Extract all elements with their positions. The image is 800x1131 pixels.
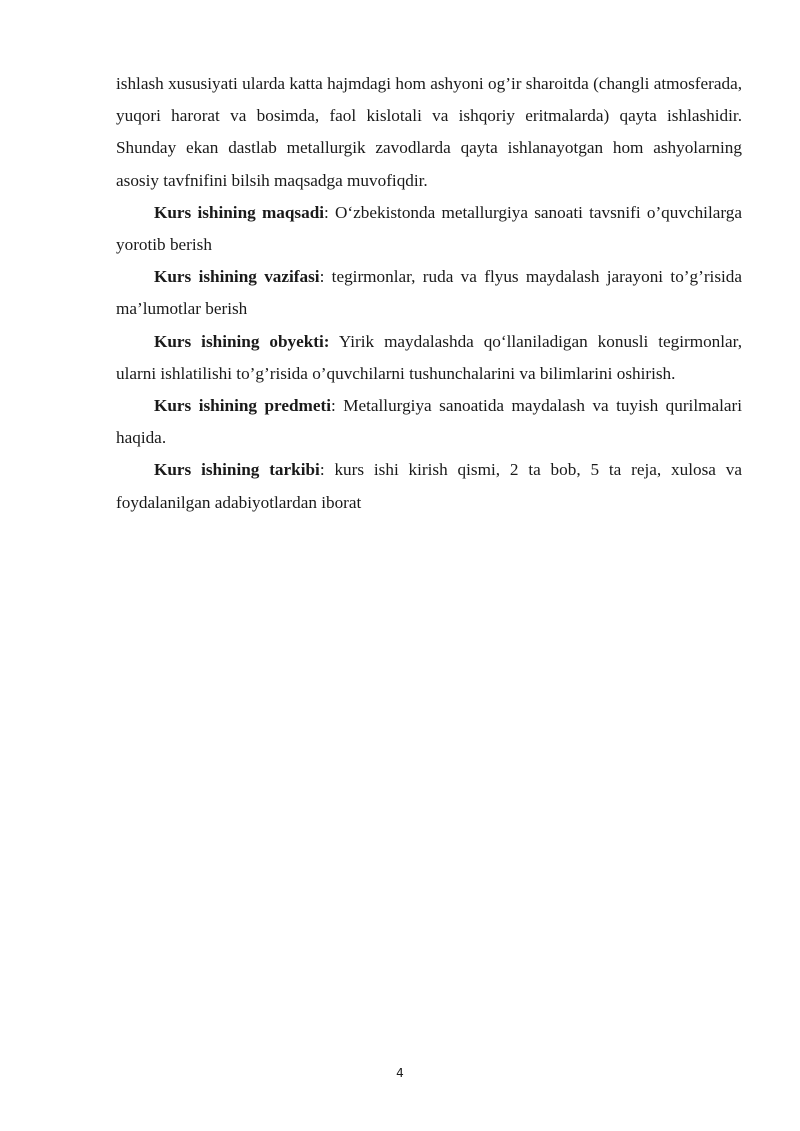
structure-text: : kurs ishi kirish qismi, 2 ta bob, 5 ta reja, xulosa va foydalanilgan adabiyotlardan iborat (116, 460, 742, 512)
goal-text: : O‘zbekistonda metallurgiya sanoati tavsnifi o’quvchilarga yorotib berish (116, 202, 742, 255)
task-paragraph (116, 261, 742, 325)
task-text: : tegirmonlar, ruda va flyus maydalash jarayoni to’g’risida ma’lumotlar berish (116, 267, 743, 319)
structure-label: Kurs ishining tarkibi (154, 460, 320, 480)
object-label: Kurs ishining obyekti: (154, 331, 330, 351)
subject-label: Kurs ishining predmeti (154, 396, 331, 416)
document-body (116, 68, 742, 519)
subject-paragraph (116, 390, 742, 454)
subject-text: : Metallurgiya sanoatida maydalash va tuyish qurilmalari haqida. (116, 396, 742, 448)
object-text: Yirik maydalashda qo‘llaniladigan konusli tegirmonlar, ularni ishlatilishi to’g’risida o’quvchilarni tushunchalarini va bilimlarini oshirish. (116, 331, 742, 383)
goal-paragraph (116, 197, 742, 261)
page-number: 4 (396, 1066, 404, 1080)
goal-label: Kurs ishining maqsadi (154, 202, 325, 222)
task-label: Kurs ishining vazifasi (154, 267, 320, 287)
object-paragraph (116, 326, 742, 390)
structure-paragraph (116, 454, 742, 518)
intro-paragraph: ishlash xususiyati ularda katta hajmdagi hom ashyoni og’ir sharoitda (changli atmosferada, yuqori harorat va bosimda, faol kislotali va ishqoriy eritmalarda) qayta ishlashidir. Shunday ekan dastlab metallurgik zavodlarda qayta ishlanayotgan hom ashyolarning asosiy tavfnifini bilsih maqsadga muvofiqdir. (116, 74, 742, 190)
